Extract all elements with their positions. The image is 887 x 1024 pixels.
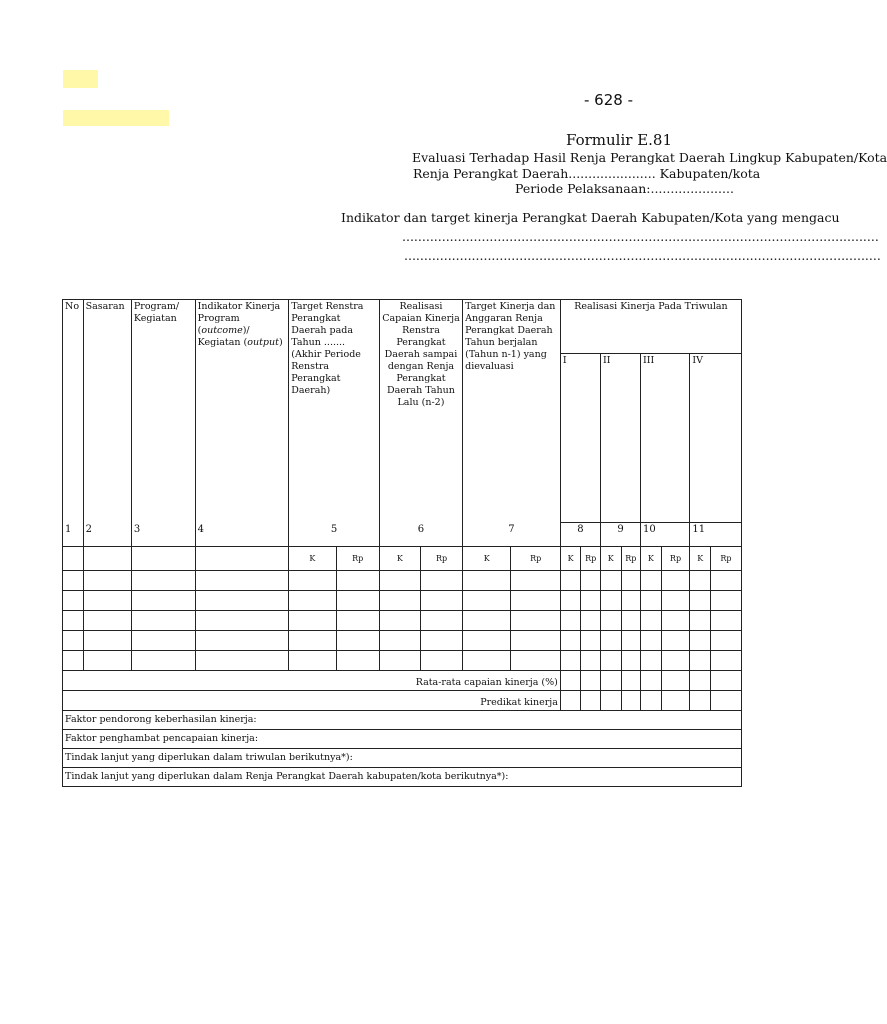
k-label: K [463, 547, 511, 571]
form-title: Evaluasi Terhadap Hasil Renja Perangkat Daerah Lingkup Kabupaten/Kota [412, 150, 887, 165]
column-number: 6 [379, 523, 462, 547]
dotted-line: ........................................................................................................................ [402, 229, 879, 244]
header-realisasi-triwulan: Realisasi Kinerja Pada Triwulan [560, 300, 741, 354]
header-program: Program/ Kegiatan [131, 300, 195, 523]
column-number: 3 [131, 523, 195, 547]
performance-predicate-label: Predikat kinerja [63, 691, 561, 711]
k-label: K [560, 547, 581, 571]
tindak-lanjut-triwulan: Tindak lanjut yang diperlukan dalam triwulan berikutnya*): [63, 749, 742, 768]
k-label: K [289, 547, 336, 571]
rp-label: Rp [420, 547, 462, 571]
header-target-renstra: Target Renstra Perangkat Daerah pada Tahun ....... (Akhir Periode Renstra Perangkat Daerah) [289, 300, 380, 523]
rp-label: Rp [710, 547, 741, 571]
header-indikator: Indikator Kinerja Program (outcome)/ Kegiatan (output) [195, 300, 289, 523]
rp-label: Rp [621, 547, 641, 571]
column-number: 4 [195, 523, 289, 547]
average-achievement-label: Rata-rata capaian kinerja (%) [63, 671, 561, 691]
column-number: 10 [641, 523, 690, 547]
column-number: 11 [690, 523, 742, 547]
form-subtitle-periode: Periode Pelaksanaan:..................... [515, 181, 734, 196]
page-number: - 628 - [584, 91, 633, 109]
header-realisasi-capaian: Realisasi Capaian Kinerja Renstra Perangkat Daerah sampai dengan Renja Perangkat Daerah Tahun Lalu (n-2) [379, 300, 462, 523]
rp-label: Rp [511, 547, 560, 571]
header-sasaran: Sasaran [83, 300, 131, 523]
header-triwulan-2: II [600, 354, 640, 523]
faktor-penghambat: Faktor penghambat pencapaian kinerja: [63, 730, 742, 749]
k-label: K [690, 547, 711, 571]
table-row [63, 571, 742, 591]
form-number: Formulir E.81 [566, 131, 673, 149]
evaluation-table [62, 299, 742, 787]
column-number: 2 [83, 523, 131, 547]
tindak-lanjut-renja: Tindak lanjut yang diperlukan dalam Renja Perangkat Daerah kabupaten/kota berikutnya*): [63, 768, 742, 787]
header-no: No [63, 300, 84, 523]
column-number: 1 [63, 523, 84, 547]
k-label: K [600, 547, 621, 571]
column-number: 8 [560, 523, 600, 547]
table-row [63, 651, 742, 671]
rp-label: Rp [336, 547, 379, 571]
header-triwulan-4: IV [690, 354, 742, 523]
rp-label: Rp [661, 547, 690, 571]
faktor-pendorong: Faktor pendorong keberhasilan kinerja: [63, 711, 742, 730]
table-row [63, 591, 742, 611]
header-triwulan-3: III [641, 354, 690, 523]
header-target-kinerja: Target Kinerja dan Anggaran Renja Perangkat Daerah Tahun berjalan (Tahun n-1) yang dievaluasi [463, 300, 561, 523]
table-row [63, 631, 742, 651]
column-number: 9 [600, 523, 640, 547]
header-triwulan-1: I [560, 354, 600, 523]
rp-label: Rp [581, 547, 601, 571]
form-subtitle-indikator: Indikator dan target kinerja Perangkat Daerah Kabupaten/Kota yang mengacu [341, 210, 840, 225]
k-label: K [379, 547, 420, 571]
form-subtitle-renja: Renja Perangkat Daerah...................... Kabupaten/kota [413, 166, 761, 181]
column-number: 7 [463, 523, 561, 547]
table-row [63, 611, 742, 631]
dotted-line: ........................................................................................................................ [404, 248, 881, 263]
column-number: 5 [289, 523, 380, 547]
k-label: K [641, 547, 662, 571]
